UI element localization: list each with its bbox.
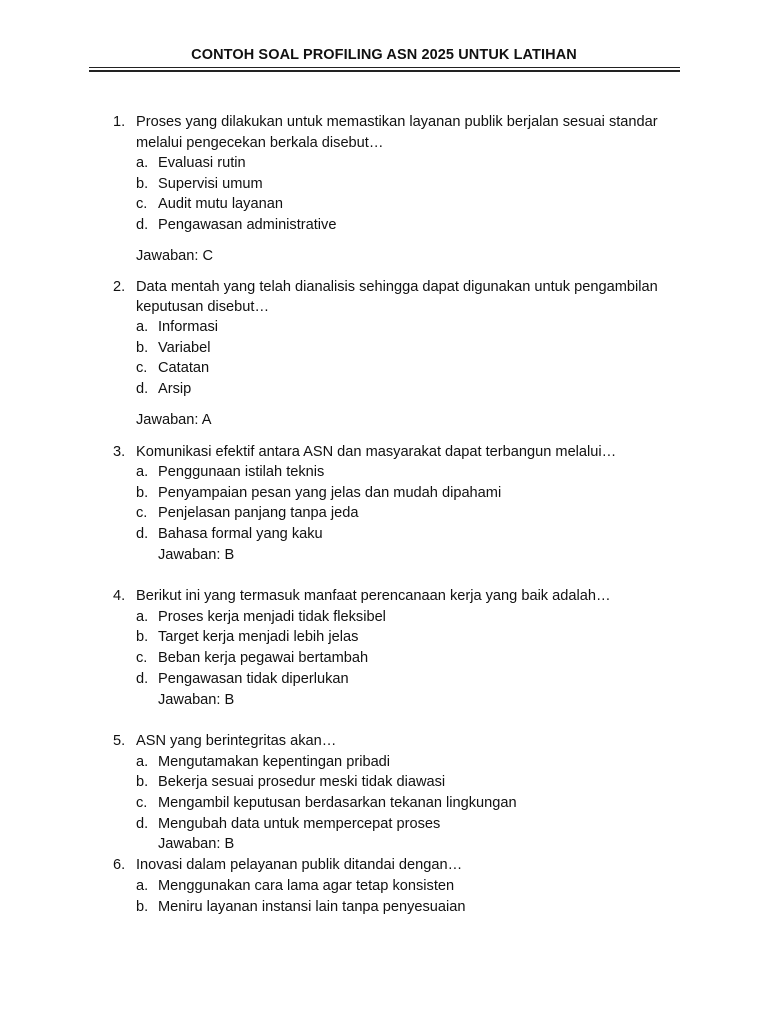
option-text: Pengawasan tidak diperlukan — [158, 671, 349, 687]
option-text: Supervisi umum — [158, 176, 263, 192]
title-rule-thick — [89, 70, 680, 72]
option-text: Evaluasi rutin — [158, 155, 246, 171]
option-letter: d. — [136, 381, 149, 397]
answer-text: Jawaban: C — [136, 248, 214, 264]
option-letter: a. — [136, 464, 149, 480]
option-letter: d. — [136, 671, 149, 687]
option-letter: c. — [136, 360, 148, 376]
answer-text: Jawaban: B — [158, 692, 235, 708]
option-text: Mengutamakan kepentingan pribadi — [158, 754, 391, 770]
title-rule-thin — [89, 67, 680, 68]
question-number: 3. — [113, 444, 126, 460]
option-text: Arsip — [158, 381, 192, 397]
document-title: CONTOH SOAL PROFILING ASN 2025 UNTUK LATIHAN — [191, 47, 577, 63]
option-letter: c. — [136, 196, 148, 212]
option-letter: d. — [136, 217, 149, 233]
option-text: Target kerja menjadi lebih jelas — [158, 629, 359, 645]
option-text: Bekerja sesuai prosedur meski tidak diawasi — [158, 774, 446, 790]
answer-text: Jawaban: B — [158, 547, 235, 563]
option-letter: d. — [136, 526, 149, 542]
option-text: Beban kerja pegawai bertambah — [158, 650, 369, 666]
question-text: Data mentah yang telah dianalisis sehingga dapat digunakan untuk pengambilan — [136, 279, 658, 295]
option-text: Penjelasan panjang tanpa jeda — [158, 505, 359, 521]
question-text: Berikut ini yang termasuk manfaat perencanaan kerja yang baik adalah… — [136, 588, 611, 604]
question-number: 5. — [113, 733, 126, 749]
question-text: Proses yang dilakukan untuk memastikan layanan publik berjalan sesuai standar — [136, 114, 658, 130]
option-letter: b. — [136, 774, 149, 790]
option-letter: a. — [136, 609, 149, 625]
question-text: Komunikasi efektif antara ASN dan masyarakat dapat terbangun melalui… — [136, 444, 617, 460]
question-text: keputusan disebut… — [136, 299, 270, 315]
option-letter: b. — [136, 899, 149, 915]
option-text: Meniru layanan instansi lain tanpa penyesuaian — [158, 899, 466, 915]
option-letter: a. — [136, 155, 149, 171]
question-text: melalui pengecekan berkala disebut… — [136, 135, 384, 151]
option-text: Penggunaan istilah teknis — [158, 464, 325, 480]
option-letter: b. — [136, 629, 149, 645]
option-text: Menggunakan cara lama agar tetap konsisten — [158, 878, 455, 894]
option-text: Mengambil keputusan berdasarkan tekanan lingkungan — [158, 795, 517, 811]
option-text: Bahasa formal yang kaku — [158, 526, 323, 542]
option-letter: a. — [136, 754, 149, 770]
option-text: Penyampaian pesan yang jelas dan mudah dipahami — [158, 485, 502, 501]
option-text: Catatan — [158, 360, 210, 376]
option-text: Proses kerja menjadi tidak fleksibel — [158, 609, 386, 625]
option-text: Audit mutu layanan — [158, 196, 283, 212]
question-text: ASN yang berintegritas akan… — [136, 733, 337, 749]
answer-text: Jawaban: B — [158, 836, 235, 852]
option-text: Variabel — [158, 340, 211, 356]
option-text: Pengawasan administrative — [158, 217, 337, 233]
option-letter: b. — [136, 340, 149, 356]
question-number: 2. — [113, 279, 126, 295]
option-letter: c. — [136, 505, 148, 521]
option-letter: c. — [136, 650, 148, 666]
question-number: 6. — [113, 857, 126, 873]
question-number: 1. — [113, 114, 126, 130]
option-text: Mengubah data untuk mempercepat proses — [158, 816, 441, 832]
question-text: Inovasi dalam pelayanan publik ditandai dengan… — [136, 857, 463, 873]
option-letter: b. — [136, 485, 149, 501]
answer-text: Jawaban: A — [136, 412, 212, 428]
option-letter: a. — [136, 878, 149, 894]
option-letter: b. — [136, 176, 149, 192]
option-letter: c. — [136, 795, 148, 811]
question-number: 4. — [113, 588, 126, 604]
option-text: Informasi — [158, 319, 219, 335]
option-letter: d. — [136, 816, 149, 832]
option-letter: a. — [136, 319, 149, 335]
